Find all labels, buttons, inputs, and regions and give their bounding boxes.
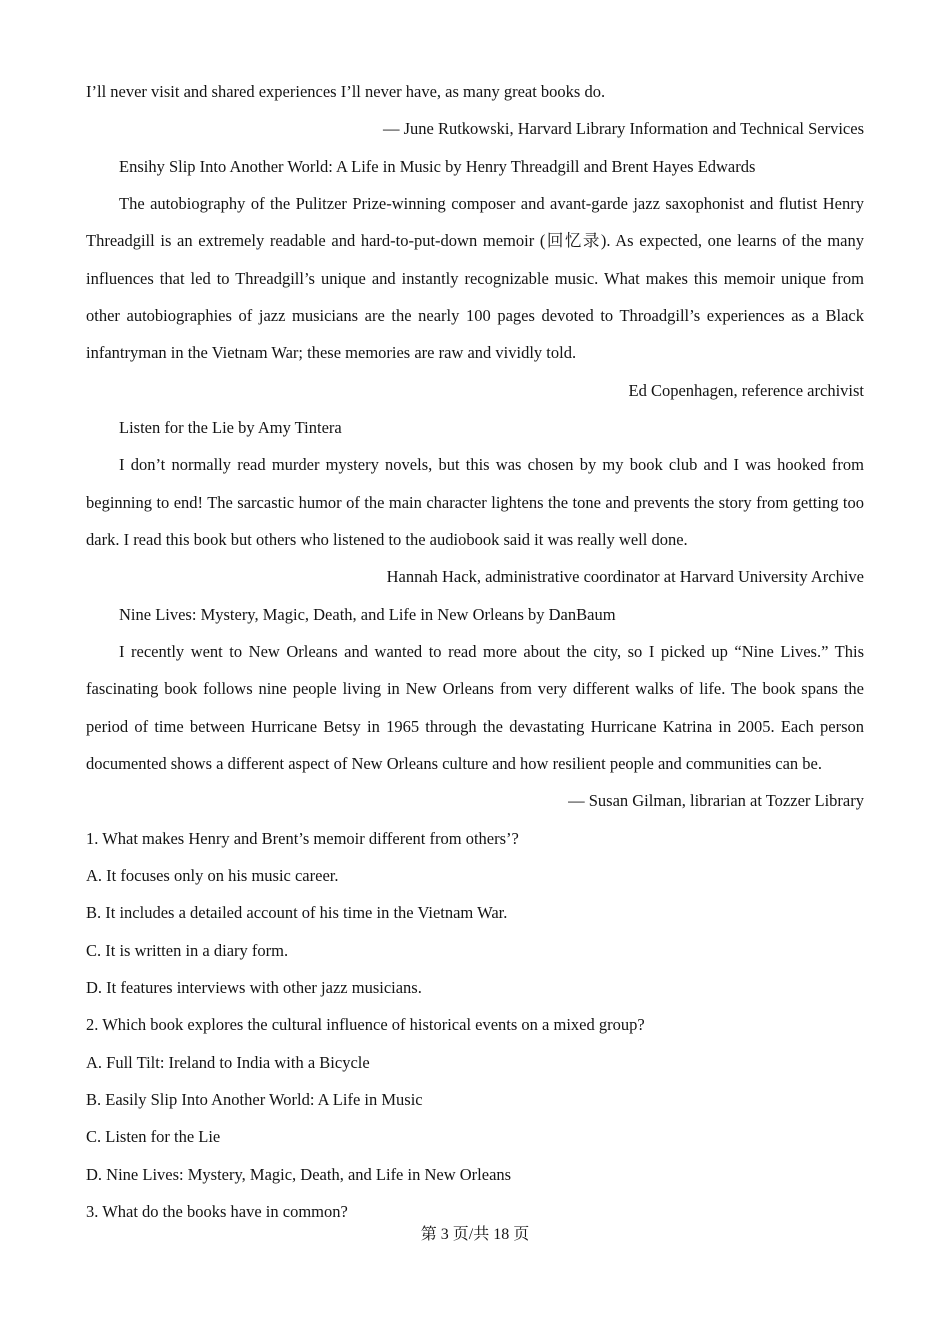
review-body-line: I don’t normally read murder mystery novels, but this was chosen by my book club and I was hooked from (119, 455, 864, 475)
review-attribution: Ed Copenhagen, reference archivist (628, 380, 864, 400)
page-content (86, 73, 864, 1230)
answer-option: C. It is written in a diary form. (86, 940, 289, 960)
answer-option: A. It focuses only on his music career. (86, 865, 339, 885)
review-body-line: influences that led to Threadgill’s unique and instantly recognizable music. What makes this memoir unique from (86, 268, 864, 288)
answer-option: C. Listen for the Lie (86, 1127, 221, 1147)
review-attribution: — Susan Gilman, librarian at Tozzer Library (568, 791, 864, 811)
review-body-line: I recently went to New Orleans and wanted to read more about the city, so I picked up “Nine Lives.” This (119, 641, 864, 661)
continuation-line: I’ll never visit and shared experiences I’ll never have, as many great books do. (86, 82, 606, 101)
review-body-line: beginning to end! The sarcastic humor of the main character lightens the tone and prevents the story from getting too (86, 492, 864, 512)
answer-option: D. Nine Lives: Mystery, Magic, Death, and Life in New Orleans (86, 1164, 512, 1184)
answer-option: D. It features interviews with other jazz musicians. (86, 977, 422, 997)
question-stem: 3. What do the books have in common? (86, 1201, 348, 1221)
review-body-line: other autobiographies of jazz musicians are the nearly 100 pages devoted to Throadgill’s experiences as a Black (86, 305, 864, 325)
review-body-line: dark. I read this book but others who listened to the audiobook said it was really well done. (86, 529, 688, 549)
review-body-line: Threadgill is an extremely readable and hard-to-put-down memoir (回忆录). As expected, one learns of the many (86, 231, 864, 251)
question-stem: 1. What makes Henry and Brent’s memoir different from others’? (86, 828, 519, 848)
review-attribution: — June Rutkowski, Harvard Library Information and Technical Services (382, 119, 864, 139)
review-title: Nine Lives: Mystery, Magic, Death, and Life in New Orleans by DanBaum (119, 604, 616, 624)
review-title: Ensihy Slip Into Another World: A Life in Music by Henry Threadgill and Brent Hayes Edwards (119, 156, 756, 176)
review-body-line: infantryman in the Vietnam War; these memories are raw and vividly told. (86, 343, 577, 363)
answer-option: B. It includes a detailed account of his time in the Vietnam War. (86, 903, 508, 923)
review-body-line: documented shows a different aspect of New Orleans culture and how resilient people and communities can be. (86, 753, 822, 773)
page-number-footer: 第 3 页/共 18 页 (420, 1226, 530, 1243)
answer-option: B. Easily Slip Into Another World: A Life in Music (86, 1089, 423, 1109)
answer-option: A. Full Tilt: Ireland to India with a Bicycle (86, 1052, 370, 1072)
question-stem: 2. Which book explores the cultural influence of historical events on a mixed group? (86, 1015, 645, 1035)
review-body-line: period of time between Hurricane Betsy in 1965 through the devastating Hurricane Katrina in 2005. Each person (86, 716, 864, 736)
review-body-line: fascinating book follows nine people living in New Orleans from very different walks of life. The book spans the (86, 679, 864, 699)
review-body-line: The autobiography of the Pulitzer Prize-winning composer and avant-garde jazz saxophonist and flutist Henry (119, 193, 864, 213)
review-title: Listen for the Lie by Amy Tintera (119, 417, 342, 437)
review-attribution: Hannah Hack, administrative coordinator at Harvard University Archive (386, 567, 864, 587)
